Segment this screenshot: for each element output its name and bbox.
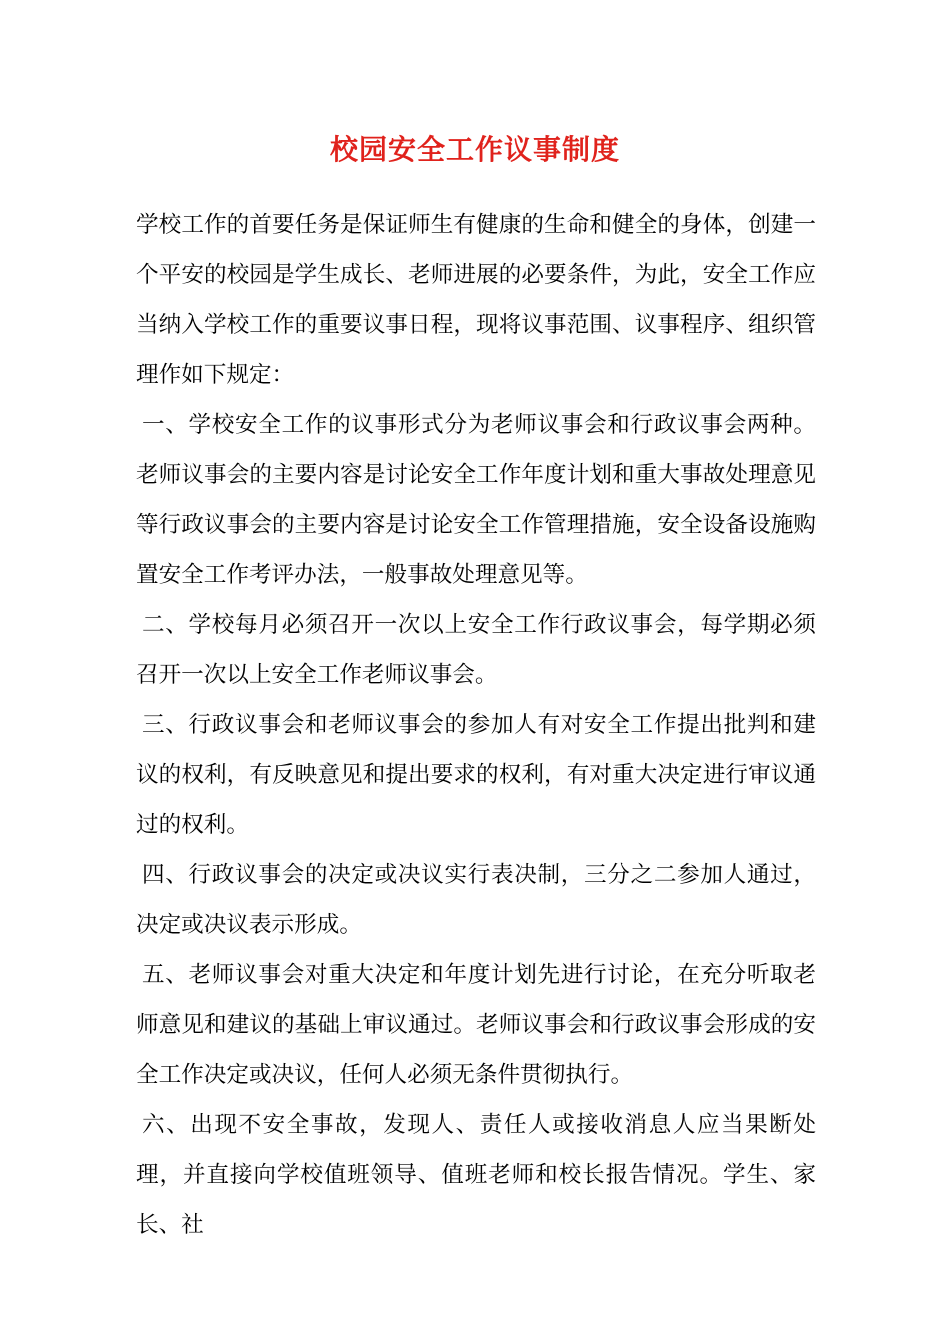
clause-4-paragraph: 四、行政议事会的决定或决议实行表决制，三分之二参加人通过，决定或决议表示形成。 [136,862,816,938]
clause-3-paragraph: 三、行政议事会和老师议事会的参加人有对安全工作提出批判和建议的权利，有反映意见和提出要求的权利，有对重大决定进行审议通过的权利。 [136,712,816,838]
clause-2-paragraph: 二、学校每月必须召开一次以上安全工作行政议事会，每学期必须召开一次以上安全工作老师议事会。 [136,612,816,688]
clause-1-paragraph: 一、学校安全工作的议事形式分为老师议事会和行政议事会两种。老师议事会的主要内容是讨论安全工作年度计划和重大事故处理意见等行政议事会的主要内容是讨论安全工作管理措施，安全设备设施购置安全工作考评办法，一般事故处理意见等。 [136,412,816,588]
document-body [136,200,816,1250]
intro-paragraph: 学校工作的首要任务是保证师生有健康的生命和健全的身体，创建一个平安的校园是学生成长、老师进展的必要条件，为此，安全工作应当纳入学校工作的重要议事日程，现将议事范围、议事程序、组织管理作如下规定： [136,212,816,388]
document-title: 校园安全工作议事制度 [329,133,620,166]
clause-6-paragraph: 六、出现不安全事故，发现人、责任人或接收消息人应当果断处理，并直接向学校值班领导、值班老师和校长报告情况。学生、家长、社 [136,1112,816,1238]
clause-5-paragraph: 五、老师议事会对重大决定和年度计划先进行讨论，在充分听取老师意见和建议的基础上审议通过。老师议事会和行政议事会形成的安全工作决定或决议，任何人必须无条件贯彻执行。 [136,962,816,1088]
